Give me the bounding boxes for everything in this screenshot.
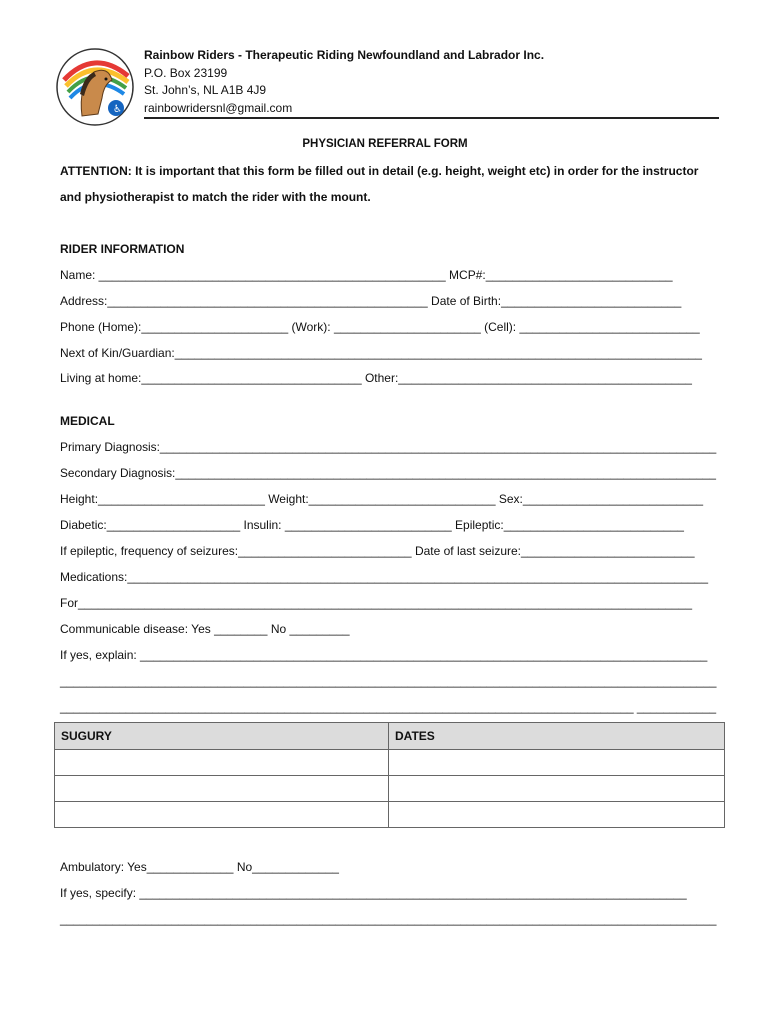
contact-email: rainbowridersnl@gmail.com <box>144 100 293 115</box>
date-cell[interactable] <box>389 776 725 802</box>
svg-text:♿: ♿ <box>113 104 122 115</box>
specify-field[interactable]: If yes, specify: __________________________________________________________________________________ <box>60 886 687 900</box>
explain-continued-line[interactable]: ____________________________________________________________________________________________________ <box>60 674 717 688</box>
explain-continued-line[interactable]: _______________________________________________________________________________________ ____________ <box>60 700 717 714</box>
date-cell[interactable] <box>389 802 725 828</box>
explain-field[interactable]: If yes, explain: _____________________________________________________________________________________ <box>60 648 708 662</box>
next-of-kin-field[interactable]: Next of Kin/Guardian:_______________________________________________________________________________ <box>60 346 702 360</box>
table-row <box>55 776 725 802</box>
living-at-home-field[interactable]: Living at home:_________________________________ Other:____________________________________________ <box>60 371 692 385</box>
specify-continued-line[interactable]: ____________________________________________________________________________________________________ <box>60 912 717 926</box>
seizure-frequency-field[interactable]: If epileptic, frequency of seizures:__________________________ Date of last seizure:__________________________ <box>60 544 695 558</box>
surgery-column-header: SUGURY <box>55 723 389 750</box>
header-divider <box>144 117 719 119</box>
dates-column-header: DATES <box>389 723 725 750</box>
rainbow-riders-logo <box>54 46 136 128</box>
medications-for-field[interactable]: For____________________________________________________________________________________________ <box>60 596 692 610</box>
table-row <box>55 750 725 776</box>
table-header-row <box>55 723 725 750</box>
attention-line-1: ATTENTION: It is important that this form be filled out in detail (e.g. height, weight etc) in order for the instructor <box>60 164 699 178</box>
surgery-cell[interactable] <box>55 776 389 802</box>
surgery-cell[interactable] <box>55 750 389 776</box>
medical-heading: MEDICAL <box>60 414 115 428</box>
form-title: PHYSICIAN REFERRAL FORM <box>302 138 468 150</box>
name-mcp-field[interactable]: Name: ____________________________________________________ MCP#:____________________________ <box>60 268 673 282</box>
phone-field[interactable]: Phone (Home):______________________ (Work): ______________________ (Cell): ___________________________ <box>60 320 700 334</box>
secondary-diagnosis-field[interactable]: Secondary Diagnosis:__________________________________________________________________________________ <box>60 466 716 480</box>
organization-name: Rainbow Riders - Therapeutic Riding Newfoundland and Labrador Inc. <box>144 48 545 62</box>
surgery-table <box>54 722 725 828</box>
attention-line-2: and physiotherapist to match the rider with the mount. <box>60 190 371 204</box>
medications-field[interactable]: Medications:_______________________________________________________________________________________ <box>60 570 708 584</box>
date-cell[interactable] <box>389 750 725 776</box>
primary-diagnosis-field[interactable]: Primary Diagnosis:____________________________________________________________________________________ <box>60 440 717 454</box>
address-dob-field[interactable]: Address:________________________________________________ Date of Birth:___________________________ <box>60 294 682 308</box>
table-row <box>55 802 725 828</box>
communicable-disease-field[interactable]: Communicable disease: Yes ________ No _________ <box>60 622 350 636</box>
surgery-cell[interactable] <box>55 802 389 828</box>
po-box: P.O. Box 23199 <box>144 65 228 80</box>
ambulatory-field[interactable]: Ambulatory: Yes_____________ No_____________ <box>60 860 339 874</box>
city-address: St. John’s, NL A1B 4J9 <box>144 83 267 97</box>
rider-info-heading: RIDER INFORMATION <box>60 242 185 256</box>
diabetic-insulin-epileptic-field[interactable]: Diabetic:____________________ Insulin: _________________________ Epileptic:___________________________ <box>60 518 684 532</box>
height-weight-sex-field[interactable]: Height:_________________________ Weight:____________________________ Sex:___________________________ <box>60 492 704 506</box>
letterhead <box>144 47 544 117</box>
